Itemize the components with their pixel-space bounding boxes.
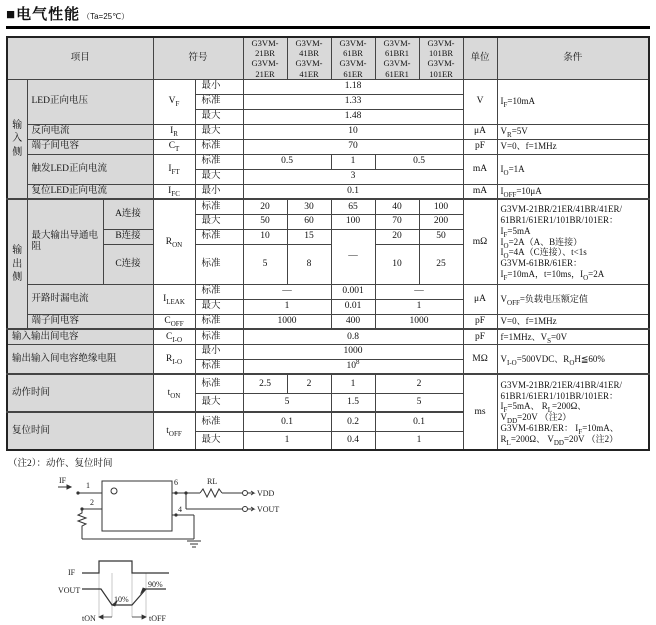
value-ifc-min: 0.1 xyxy=(243,184,463,199)
test-circuit-diagram xyxy=(54,471,314,555)
unit-vf: V xyxy=(463,79,497,124)
cond-time xyxy=(497,374,649,450)
cond-line: $I_F=5mA$ xyxy=(500,225,531,239)
ground-icon xyxy=(187,541,201,547)
cond-rio: $V_{I-O}=500VDC$、$R_OH≦60\%$ xyxy=(497,344,649,374)
vout-arrow xyxy=(248,507,254,511)
cond-ifc: $I_{OFF}=10\mu A$ xyxy=(497,184,649,199)
qualifier-min: 最小 xyxy=(195,344,243,359)
value-rio-min: 1000 xyxy=(243,344,463,359)
ton-label: tON xyxy=(82,614,96,624)
value-cio-typ: 0.8 xyxy=(243,329,463,344)
qualifier-max: 最大 xyxy=(195,393,243,412)
vdd-terminal xyxy=(243,491,248,496)
model-name: G3VM-21ER xyxy=(251,58,279,79)
model-name: G3VM-61BR1 xyxy=(383,38,411,59)
header-model-5 xyxy=(419,37,463,79)
symbol-ron: $R_{ON}$ xyxy=(153,199,195,284)
unit-rio: MΩ xyxy=(463,344,497,374)
qualifier-max: 最大 xyxy=(195,109,243,124)
table-row-ifc xyxy=(7,184,649,199)
model-name: G3VM-21BR xyxy=(251,38,279,59)
section-title-text xyxy=(6,3,80,24)
pin1-label: 1 xyxy=(86,481,90,491)
header-model-2 xyxy=(287,37,331,79)
value-ileak-typ-45: — xyxy=(375,284,463,299)
qualifier-max: 最大 xyxy=(195,124,243,139)
side-input-label: 输入侧 xyxy=(7,79,27,199)
unit-ir: μA xyxy=(463,124,497,139)
symbol-cio: $C_{I-O}$ xyxy=(153,329,195,344)
unit-coff: pF xyxy=(463,314,497,329)
unit-ift: mA xyxy=(463,154,497,184)
wave-if-label: IF xyxy=(68,568,76,578)
cond-ir: $V_R=5V$ xyxy=(497,124,649,139)
model-name: G3VM-101ER xyxy=(427,58,455,79)
value-coff-12: 1000 xyxy=(243,314,331,329)
item-ift: 触发LED正向电流 xyxy=(27,154,153,184)
symbol-ct: $C_T$ xyxy=(153,139,195,154)
note2-text: （注2）：动作、复位时间 xyxy=(8,459,113,470)
value-ift-max: 3 xyxy=(243,169,463,184)
header-item: 项目 xyxy=(7,37,153,79)
value-ileak-max-12: 1 xyxy=(243,299,331,314)
cond-line: $R_L=200\Omega$、 $V_{DD}=20V$ （注2） xyxy=(500,433,619,447)
qualifier-typ: 标准 xyxy=(195,412,243,431)
value-ron-c-typ-2: 8 xyxy=(287,244,331,284)
value-ron-c-typ-5: 25 xyxy=(419,244,463,284)
symbol-ift: $I_{FT}$ xyxy=(153,154,195,184)
item-coff: 端子间电容 xyxy=(27,314,153,329)
table-row-coff xyxy=(7,314,649,329)
symbol-toff: $t_{OFF}$ xyxy=(153,412,195,450)
qualifier-max: 最大 xyxy=(195,431,243,450)
unit-ifc: mA xyxy=(463,184,497,199)
toff-label: tOFF xyxy=(149,614,166,624)
table-row-ileak-typ xyxy=(7,284,649,299)
model-name: G3VM-61ER xyxy=(339,58,367,79)
header-symbol: 符号 xyxy=(153,37,243,79)
value-ron-c-typ-4: 10 xyxy=(375,244,419,284)
table-row-ir xyxy=(7,124,649,139)
value-ron-b-typ-5: 50 xyxy=(419,229,463,244)
symbol-ileak: $I_{LEAK}$ xyxy=(153,284,195,314)
cond-vf: $I_F=10mA$ xyxy=(497,79,649,124)
value-ir-max: 10 xyxy=(243,124,463,139)
value-ron-a-max-4: 70 xyxy=(375,214,419,229)
value-ton-typ-45: 2 xyxy=(375,374,463,393)
value-toff-max-45: 1 xyxy=(375,431,463,450)
model-name: G3VM-61ER1 xyxy=(383,58,411,79)
header-unit: 单位 xyxy=(463,37,497,79)
value-toff-max-12: 1 xyxy=(243,431,331,450)
table-row-ton-typ xyxy=(7,374,649,393)
symbol-vf: $V_F$ xyxy=(153,79,195,124)
value-ron-a-typ-4: 40 xyxy=(375,199,419,214)
qualifier-typ: 标准 xyxy=(195,199,243,214)
value-ct-typ: 70 xyxy=(243,139,463,154)
value-toff-max-3: 0.4 xyxy=(331,431,375,450)
item-ron-b: B连接 xyxy=(103,229,153,244)
vout-label: VOUT xyxy=(257,505,280,515)
value-ron-a-max-5: 200 xyxy=(419,214,463,229)
title-condition: （Ta=25℃） xyxy=(82,12,130,21)
item-ron: 最大输出导通电阻 xyxy=(27,199,103,284)
cond-line: G3VM-61BR/ER： $I_F=10mA$、 xyxy=(500,423,619,436)
qualifier-max: 最大 xyxy=(195,169,243,184)
value-ron-bc-dash: — xyxy=(331,229,375,284)
qualifier-typ: 标准 xyxy=(195,229,243,244)
qualifier-typ: 标准 xyxy=(195,244,243,284)
unit-ron: mΩ xyxy=(463,199,497,284)
cond-line: G3VM-21BR/21ER/41BR/41ER/ xyxy=(500,379,623,390)
pin6-label: 6 xyxy=(174,478,178,488)
qualifier-typ: 标准 xyxy=(195,329,243,344)
table-row-cio xyxy=(7,329,649,344)
input-resistor xyxy=(78,509,86,539)
value-ron-a-max-3: 100 xyxy=(331,214,375,229)
model-name: G3VM-41ER xyxy=(295,58,323,79)
value-ron-a-max-2: 60 xyxy=(287,214,331,229)
symbol-rio: $R_{I-O}$ xyxy=(153,344,195,374)
value-ton-max-12: 5 xyxy=(243,393,331,412)
cond-ct: V=0、f=1MHz xyxy=(497,139,649,154)
value-ron-b-typ-1: 10 xyxy=(243,229,287,244)
if-arrowhead xyxy=(67,485,71,489)
value-toff-typ-45: 0.1 xyxy=(375,412,463,431)
rl-label: RL xyxy=(207,477,218,487)
model-name: G3VM-61BR xyxy=(339,38,367,59)
if-trace xyxy=(82,561,169,573)
value-ileak-typ-12: — xyxy=(243,284,331,299)
qualifier-typ: 标准 xyxy=(195,359,243,374)
value-ift-typ-45: 0.5 xyxy=(375,154,463,169)
electrical-characteristics-table xyxy=(6,36,650,451)
symbol-ifc: $I_{FC}$ xyxy=(153,184,195,199)
header-model-1 xyxy=(243,37,287,79)
p90-label: 90% xyxy=(148,580,163,590)
value-toff-typ-3: 0.2 xyxy=(331,412,375,431)
model-name: G3VM-101BR xyxy=(427,38,455,59)
value-ileak-max-45: 1 xyxy=(375,299,463,314)
qualifier-typ: 标准 xyxy=(195,314,243,329)
cond-line: $I_F=5mA$、 $R_L=200\Omega$、 xyxy=(500,401,587,415)
value-coff-45: 1000 xyxy=(375,314,463,329)
header-model-4 xyxy=(375,37,419,79)
item-rio: 输出输入间电容绝缘电阻 xyxy=(7,344,153,374)
title-rule xyxy=(6,26,650,29)
unit-cio: pF xyxy=(463,329,497,344)
qualifier-typ: 标准 xyxy=(195,284,243,299)
cond-ift: $I_O=1A$ xyxy=(497,154,649,184)
toff-arrowhead xyxy=(142,615,146,619)
value-ron-a-max-1: 50 xyxy=(243,214,287,229)
cond-cio: f=1MHz、$V_S=0V$ xyxy=(497,329,649,344)
qualifier-min: 最小 xyxy=(195,184,243,199)
vdd-arrow xyxy=(248,491,254,495)
value-ron-c-typ-1: 5 xyxy=(243,244,287,284)
item-ir: 反向电流 xyxy=(27,124,153,139)
model-name: G3VM-41BR xyxy=(295,38,323,59)
value-toff-typ-12: 0.1 xyxy=(243,412,331,431)
cond-ron xyxy=(497,199,649,284)
value-vf-max: 1.48 xyxy=(243,109,463,124)
item-cio: 输入输出间电容 xyxy=(7,329,153,344)
value-ron-a-typ-5: 100 xyxy=(419,199,463,214)
value-ton-max-45: 5 xyxy=(375,393,463,412)
qualifier-max: 最大 xyxy=(195,299,243,314)
value-vf-typ: 1.33 xyxy=(243,94,463,109)
timing-waveform-diagram xyxy=(54,555,274,625)
value-vf-min: 1.18 xyxy=(243,79,463,94)
value-ton-max-3: 1.5 xyxy=(331,393,375,412)
table-row-vf-min xyxy=(7,79,649,94)
vout-terminal xyxy=(243,507,248,512)
item-ron-c: C连接 xyxy=(103,244,153,284)
cond-line: $I_F=10mA$，t=10ms，$I_O=2A$ xyxy=(500,268,605,282)
vdd-label: VDD xyxy=(257,489,275,499)
led-dot-icon xyxy=(111,488,117,494)
unit-ileak: μA xyxy=(463,284,497,314)
value-ron-a-typ-3: 65 xyxy=(331,199,375,214)
rl-resistor xyxy=(200,489,222,497)
table-row-ron-a-typ xyxy=(7,199,649,214)
pin2-label: 2 xyxy=(90,498,94,508)
value-ift-typ-3: 1 xyxy=(331,154,375,169)
section-title xyxy=(6,3,650,24)
cond-coff: V=0、f=1MHz xyxy=(497,314,649,329)
qualifier-max: 最大 xyxy=(195,214,243,229)
unit-time: ms xyxy=(463,374,497,450)
value-ron-b-typ-2: 15 xyxy=(287,229,331,244)
item-vf: LED正向电压 xyxy=(27,79,153,124)
qualifier-min: 最小 xyxy=(195,79,243,94)
side-output-label: 输出侧 xyxy=(7,199,27,329)
title-bullet-icon: ■ xyxy=(6,6,17,23)
item-ton: 动作时间 xyxy=(7,374,153,412)
item-toff: 复位时间 xyxy=(7,412,153,450)
cond-line: 61BR1/61ER1/101BR/101ER： xyxy=(500,215,619,225)
p10-label: 10% xyxy=(114,595,129,605)
cond-line: $I_O=4A(C$连接）、t<1s xyxy=(500,247,587,261)
wave-vout-label: VOUT xyxy=(58,586,81,596)
value-rio-typ: $10^8$ xyxy=(243,359,463,374)
title-label: 电气性能 xyxy=(16,6,81,23)
qualifier-typ: 标准 xyxy=(195,94,243,109)
pin4-label: 4 xyxy=(178,505,182,515)
cond-line: $I_O=2A(A$、B连接） xyxy=(500,236,583,250)
qualifier-typ: 标准 xyxy=(195,374,243,393)
value-ileak-max-3: 0.01 xyxy=(331,299,375,314)
item-ileak: 开路时漏电流 xyxy=(27,284,153,314)
cond-line: 61BR1/61ER1/101BR/101ER： xyxy=(500,390,619,401)
ton-arrowhead xyxy=(99,615,103,619)
symbol-ir: $I_R$ xyxy=(153,124,195,139)
item-ifc: 复位LED正向电流 xyxy=(27,184,153,199)
value-ift-typ-12: 0.5 xyxy=(243,154,331,169)
unit-ct: pF xyxy=(463,139,497,154)
value-ton-typ-2: 2 xyxy=(287,374,331,393)
item-ct: 端子间电容 xyxy=(27,139,153,154)
cond-line: G3VM-61BR/61ER： xyxy=(500,258,583,269)
if-label: IF xyxy=(59,476,67,486)
cond-ileak: $V_{OFF}=$负载电压额定值 xyxy=(497,284,649,314)
symbol-ton: $t_{ON}$ xyxy=(153,374,195,412)
qualifier-typ: 标准 xyxy=(195,139,243,154)
value-coff-3: 400 xyxy=(331,314,375,329)
value-ton-typ-3: 1 xyxy=(331,374,375,393)
header-model-3 xyxy=(331,37,375,79)
value-ron-a-typ-2: 30 xyxy=(287,199,331,214)
table-row-ift-typ xyxy=(7,154,649,169)
item-ron-a: A连接 xyxy=(103,199,153,229)
value-ron-a-typ-1: 20 xyxy=(243,199,287,214)
table-row-ct xyxy=(7,139,649,154)
table-header-row xyxy=(7,37,649,79)
value-ton-typ-1: 2.5 xyxy=(243,374,287,393)
cond-line: G3VM-21BR/21ER/41BR/41ER/ xyxy=(500,204,623,215)
value-ron-b-typ-4: 20 xyxy=(375,229,419,244)
table-row-rio-min xyxy=(7,344,649,359)
cond-line: $V_{DD}=20V$ （注2） xyxy=(500,412,572,426)
value-ileak-typ-3: 0.001 xyxy=(331,284,375,299)
header-condition: 条件 xyxy=(497,37,649,79)
qualifier-typ: 标准 xyxy=(195,154,243,169)
symbol-coff: $C_{OFF}$ xyxy=(153,314,195,329)
